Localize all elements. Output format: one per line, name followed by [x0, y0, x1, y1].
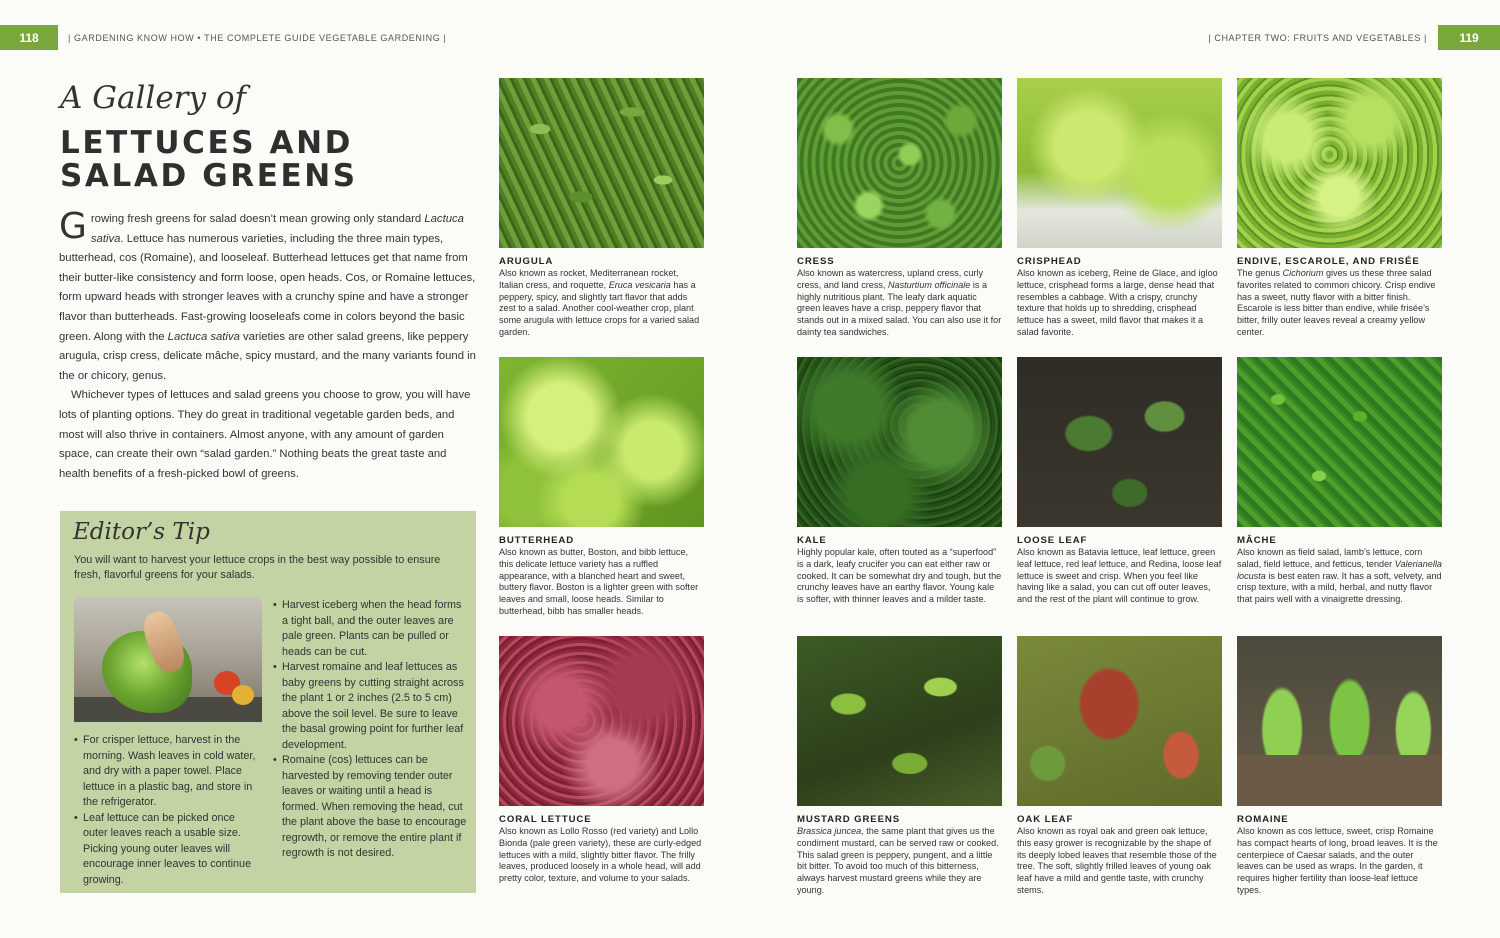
desc-text: has a peppery, spicy, and slightly tart flavor that adds zest to a salad. Another cool-weather crop, plant some arugula with lettuce crops for a varied salad garden. [499, 279, 700, 337]
card-name: CRESS [797, 256, 835, 267]
card-cress [797, 78, 1002, 339]
desc-latin-name: Eruca vesicaria [608, 279, 671, 290]
card-description [1237, 547, 1442, 606]
right-running-head: | CHAPTER TWO: FRUITS AND VEGETABLES | [1208, 33, 1427, 43]
desc-text: is a highly nutritious plant. The leafy dark aquatic green leaves have a crisp, peppery flavor that stands out in a mixed salad. You can also use it for dainty tea sandwiches. [797, 279, 1002, 337]
card-name: KALE [797, 535, 827, 546]
card-name: ROMAINE [1237, 814, 1289, 825]
photo-mustard-greens [797, 636, 1002, 806]
photo-endive [1237, 78, 1442, 248]
card-mache [1237, 357, 1442, 606]
desc-latin-name: Cichorium [1282, 268, 1324, 278]
desc-text: is best eaten raw. It has a soft, velvety, and crisp texture, with a mild, herbal, and nutty flavor that pairs well with a vinaigrette dressing. [1237, 570, 1442, 605]
photo-crisphead [1017, 78, 1222, 248]
title-line-1: LETTUCES AND [60, 125, 354, 161]
card-description: Also known as iceberg, Reine de Glace, and igloo lettuce, crisphead forms a large, dense head that resembles a cabbage. With a crispy, crunchy texture that holds up to shredding, crisphead lettuce has a sweet, mild flavor that makes it a salad favorite. [1017, 268, 1218, 337]
card-description: Highly popular kale, often touted as a “superfood” is a dark, leafy crucifer you can eat either raw or cooked. It can be somewhat dry and tough, but the crunchy leaves have an earthy flavor. Young kale is softer, with thinner leaves and a milder taste. [797, 547, 1002, 605]
editors-tip-box [60, 511, 476, 893]
tip-title: Editor’s Tip [73, 519, 210, 545]
card-name: MÂCHE [1237, 535, 1277, 546]
photo-romaine [1237, 636, 1442, 806]
intro-text-run: rowing fresh greens for salad doesn’t mean growing only standard [90, 213, 425, 225]
tip-item: • Harvest romaine and leaf lettuces as baby greens by cutting straight across the plant 1 or 2 inches (2.5 to 5 cm) above the soil level. Be sure to leave the basal growing point for further leaf development. [273, 660, 468, 753]
card-name: LOOSE LEAF [1017, 535, 1088, 546]
tip-item: • Harvest iceberg when the head forms a tight ball, and the outer leaves are pale green. Plants can be pulled or heads can be cut. [273, 598, 468, 660]
desc-text: Also known as rocket, Mediterranean rocket, Italian cress, and roquette, [499, 268, 679, 290]
left-running-head: | GARDENING KNOW HOW • THE COMPLETE GUIDE VEGETABLE GARDENING | [68, 33, 447, 43]
right-page-number: 119 [1438, 25, 1500, 50]
photo-coral-lettuce [499, 636, 704, 806]
photo-kale [797, 357, 1002, 527]
card-name: ENDIVE, ESCAROLE, AND FRISÉE [1237, 256, 1420, 267]
page-title [60, 127, 480, 193]
desc-text: Also known as field salad, lamb’s lettuce, corn salad, field lettuce, and fetticus, tender [1237, 547, 1423, 569]
card-oak-leaf [1017, 636, 1222, 897]
intro-latin-name: Lactuca sativa [167, 330, 240, 343]
card-description: Also known as Batavia lettuce, leaf lettuce, green leaf lettuce, red leaf lettuce, and Redina, loose leaf lettuce is sweet and crisp. When you feel like having like a salad, you can cut off outer leaves, and the rest of the plant will continue to grow. [1017, 547, 1222, 605]
desc-latin-name: Brassica juncea [797, 826, 862, 836]
card-endive [1237, 78, 1442, 339]
intro-paragraph-1 [59, 206, 477, 386]
desc-text: The genus [1237, 268, 1283, 278]
card-name: CRISPHEAD [1017, 256, 1082, 267]
desc-text: , the same plant that gives us the condiment mustard, can be served raw or cooked. This salad green is peppery, pungent, and a little bit bitter. To avoid too much of this bitterness, always harvest mustard greens while they are young. [797, 826, 999, 895]
card-arugula [499, 78, 704, 339]
card-mustard-greens [797, 636, 1002, 897]
title-line-2: SALAD GREENS [60, 158, 358, 194]
card-description [1237, 268, 1442, 339]
photo-arugula [499, 78, 704, 248]
card-description: Also known as royal oak and green oak lettuce, this easy grower is recognizable by the shape of its deeply lobed leaves that resemble those of the tree. The soft, slightly frilled leaves of young oak leaf have a mild and gentle taste, with crunchy stems. [1017, 826, 1217, 895]
desc-latin-name: Valerianella locusta [1237, 558, 1442, 581]
photo-mache [1237, 357, 1442, 527]
card-loose-leaf [1017, 357, 1222, 606]
card-romaine [1237, 636, 1442, 897]
tip-item: • Leaf lettuce can be picked once outer leaves reach a usable size. Picking young outer leaves will encourage inner leaves to continue growing. [74, 811, 257, 889]
card-name: ARUGULA [499, 256, 554, 267]
desc-latin-name: Nasturtium officinale [887, 279, 971, 290]
card-description [797, 268, 1002, 339]
card-kale [797, 357, 1002, 606]
photo-cress [797, 78, 1002, 248]
card-name: BUTTERHEAD [499, 535, 575, 546]
tip-list-right [273, 598, 468, 862]
drop-cap: G [59, 206, 87, 247]
card-coral-lettuce [499, 636, 704, 885]
card-description: Also known as butter, Boston, and bibb lettuce, this delicate lettuce variety has a ruffled appearance, with a blanched heart and sweet, buttery flavor. Boston is a lighter green with softer leaves and small, loose heads. Similar to butterhead, bibb has smaller heads. [499, 547, 699, 616]
desc-text: Also known as watercress, upland cress, curly cress, and land cress, [797, 268, 983, 290]
intro-paragraph-2: Whichever types of lettuces and salad greens you choose to grow, you will have lots of planting options. They do great in traditional vegetable garden beds, and most will also thrive in containers. Almost anyone, with any amount of garden space, can create their own “salad garden.” Nothing beats the great taste and health benefits of a fresh-picked bowl of greens. [59, 389, 471, 480]
card-description: Also known as Lollo Rosso (red variety) and Lollo Bionda (pale green variety), these are curly-edged lettuces with a mild, slightly bitter flavor. The frilly leaves, produced loosely in a whole head, will add pretty color, texture, and volume to your salads. [499, 826, 702, 884]
title-script: A Gallery of [60, 80, 246, 116]
tip-lead: You will want to harvest your lettuce crops in the best way possible to ensure fresh, flavorful greens for your salads. [74, 554, 441, 581]
card-crisphead [1017, 78, 1222, 339]
intro-text-run: varieties are other salad greens, like peppery arugula, crisp cress, delicate mâche, spicy mustard, and the many variants found in the or chicory, genus. [59, 330, 476, 382]
intro-text-run: . Lettuce has numerous varieties, including the three main types, butterhead, cos (Romaine), and looseleaf. Butterhead lettuces get that name from their butter-like consistency and form loose, open heads. Cos, or Romaine lettuces, form upward heads with stronger leaves with a crunchy spine and have a stronger flavor than butterheads. Fast-growing looseleafs come in colors beyond the basic green. Along with the [59, 232, 476, 343]
photo-oak-leaf [1017, 636, 1222, 806]
photo-butterhead [499, 357, 704, 527]
card-name: CORAL LETTUCE [499, 814, 592, 825]
intro-latin-name: Lactuca sativa [90, 213, 464, 245]
card-butterhead [499, 357, 704, 618]
left-page-number: 118 [0, 25, 58, 50]
photo-loose-leaf [1017, 357, 1222, 527]
tip-photo-washing-lettuce [74, 597, 262, 722]
card-name: OAK LEAF [1017, 814, 1074, 825]
desc-text: gives us these three salad favorites related to common chicory. Crisp endive has a sweet, nutty flavor with a bitter finish. Escarole is less bitter than endive, while frisée’s bitter, frilly outer leaves reveal a creamy yellow center. [1237, 268, 1436, 337]
tip-item: • For crisper lettuce, harvest in the morning. Wash leaves in cold water, and dry with a paper towel. Place lettuce in a plastic bag, and store in the refrigerator. [74, 733, 257, 811]
card-name: MUSTARD GREENS [797, 814, 901, 825]
card-description: Also known as cos lettuce, sweet, crisp Romaine has compact hearts of long, broad leaves. It is the centerpiece of Caesar salads, and the outer leaves can be used as wraps. In the garden, it requires higher fertility than loose-leaf lettuce types. [1237, 826, 1438, 895]
tip-item: • Romaine (cos) lettuces can be harvested by removing tender outer leaves or waiting until a head is formed. When removing the head, cut the plant above the base to encourage regrowth, or remove the entire plant if regrowth is not desired. [273, 753, 468, 862]
card-description [499, 268, 704, 339]
card-description [797, 826, 1002, 897]
tip-list-left [74, 733, 257, 888]
intro-text [59, 206, 477, 484]
